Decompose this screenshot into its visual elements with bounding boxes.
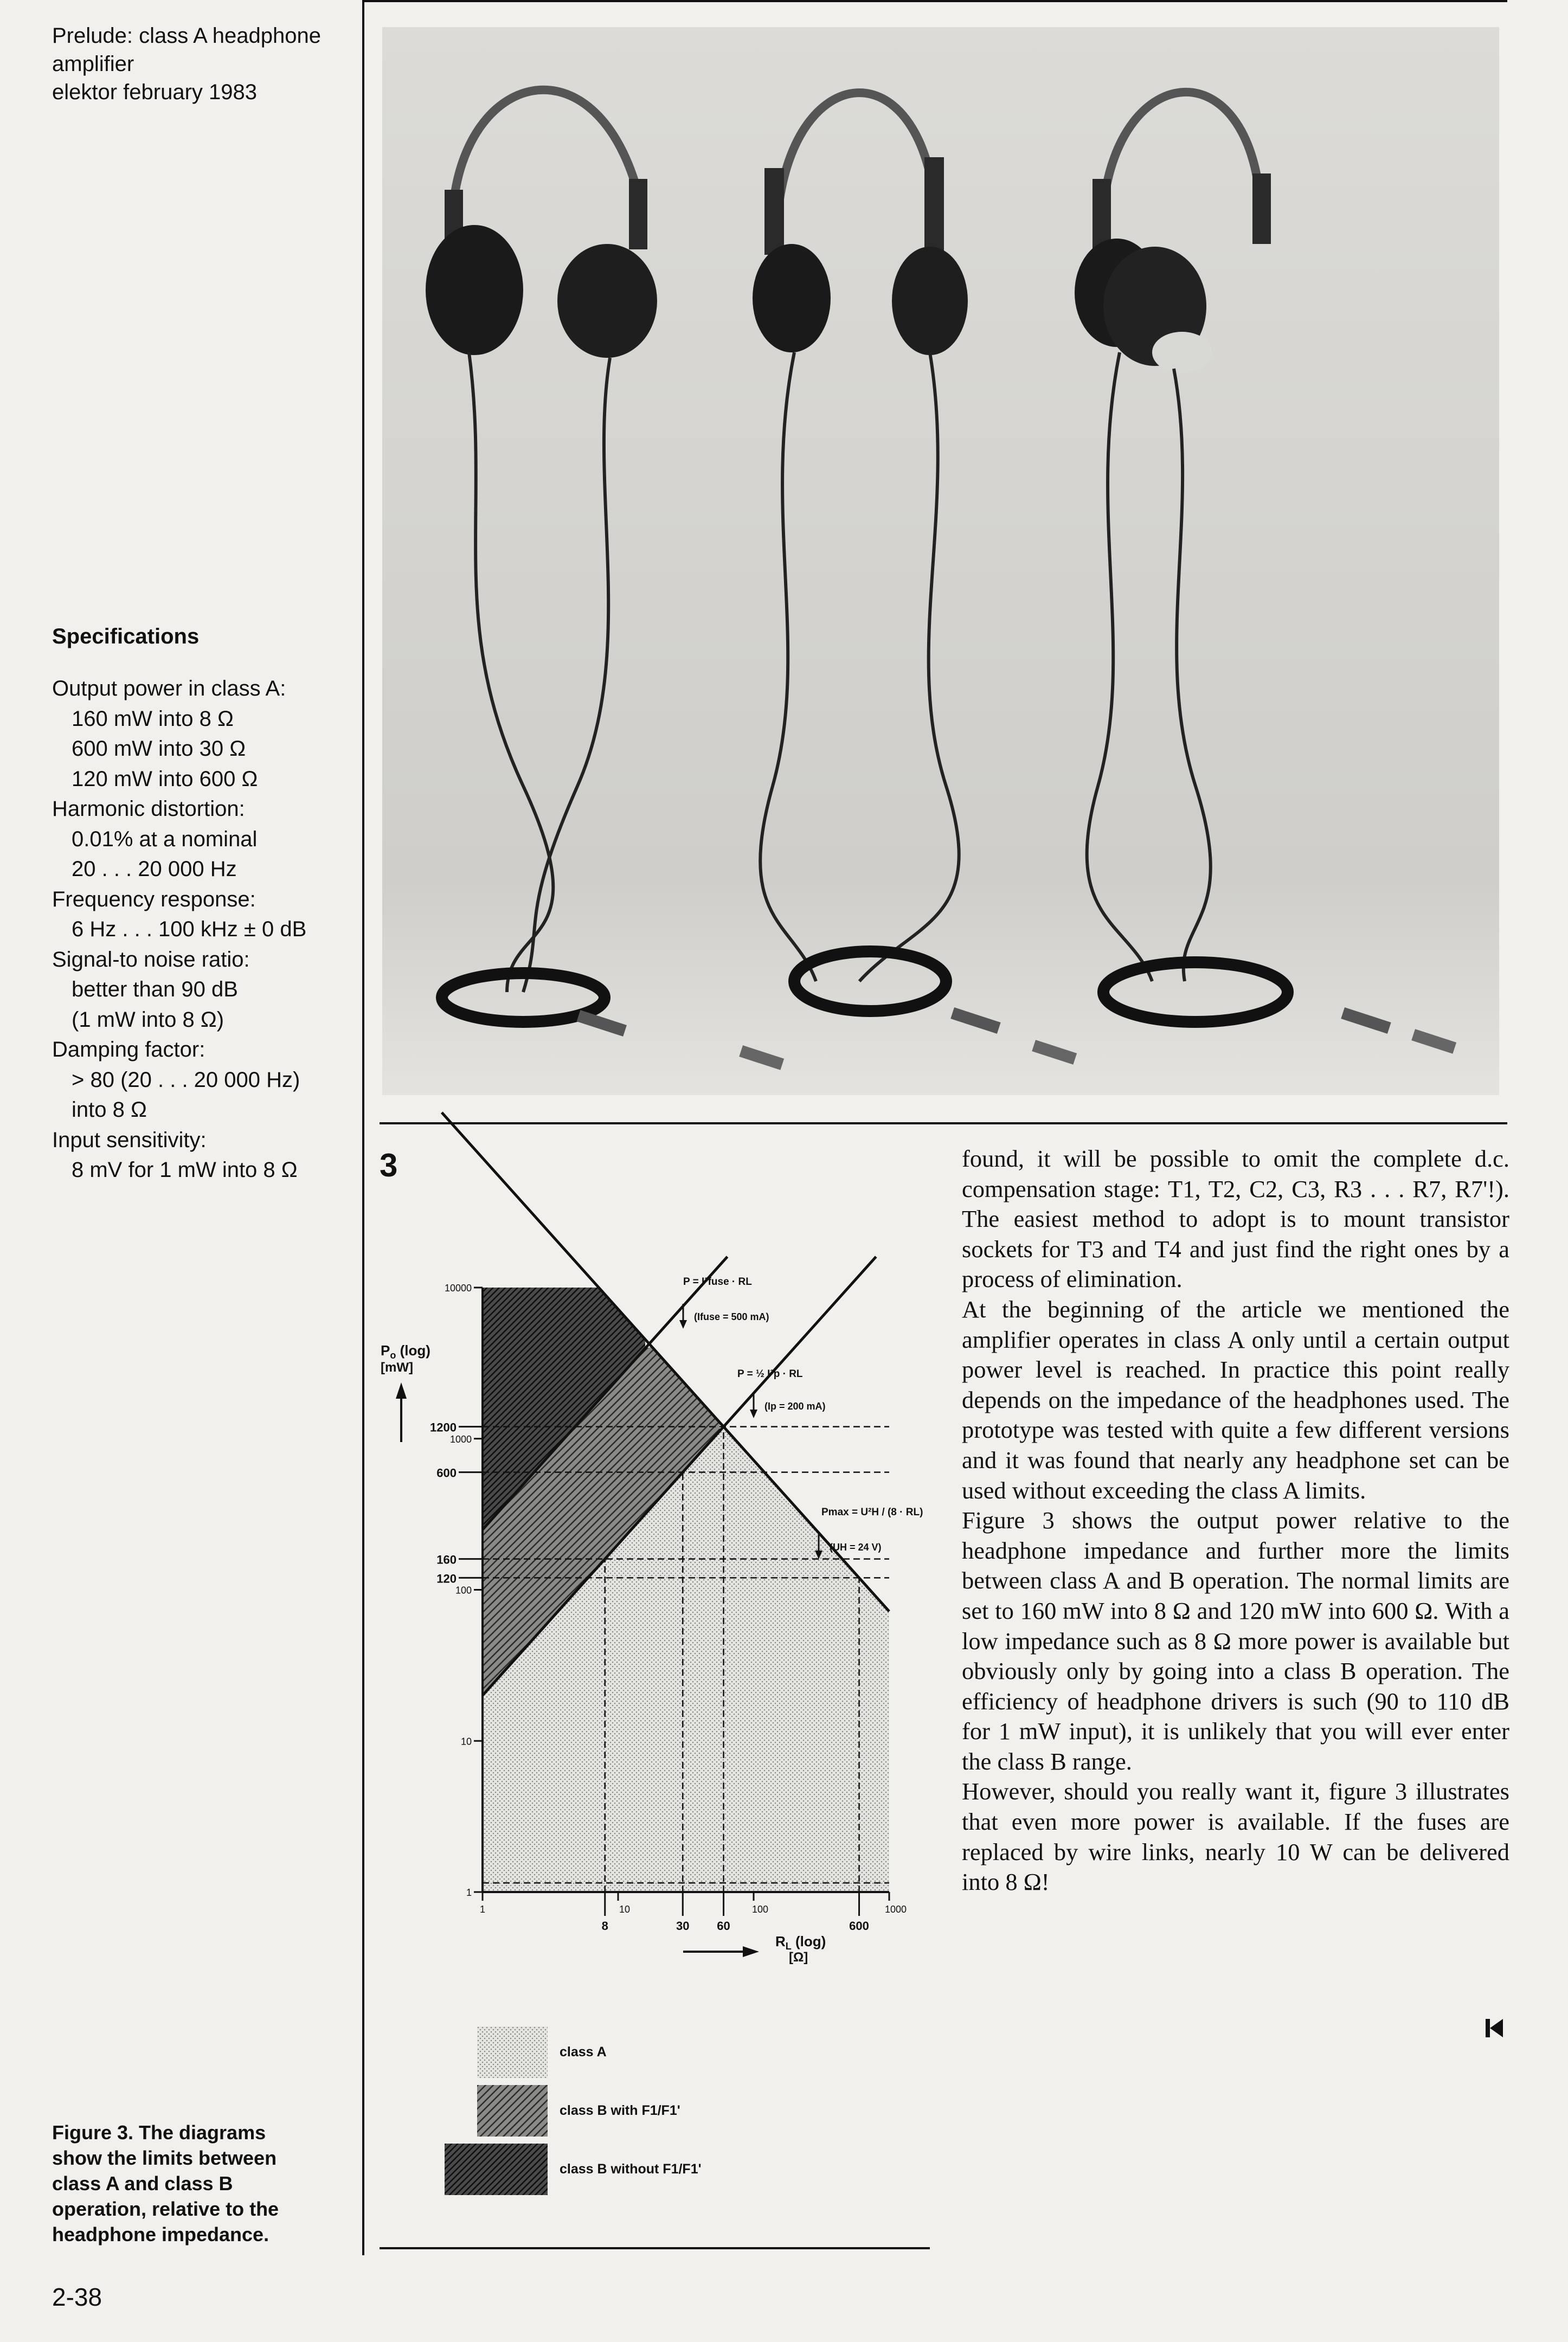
article-header-line: elektor february 1983 bbox=[52, 80, 258, 104]
curve-formula-supply_limit: Pmax = U²H / (8 · RL) bbox=[821, 1507, 923, 1518]
figure-number: 3 bbox=[380, 1147, 398, 1183]
x-axis-arrow-head bbox=[743, 1946, 759, 1957]
end-of-article-icon bbox=[1486, 2018, 1504, 2038]
figure-frame-top bbox=[362, 0, 1507, 2]
spec-heading: Harmonic distortion: bbox=[52, 797, 245, 821]
legend-swatch bbox=[477, 2085, 548, 2137]
x-mark-label: 8 bbox=[601, 1919, 608, 1933]
caption-line: show the limits between bbox=[52, 2147, 277, 2169]
legend-label: class B without F1/F1' bbox=[560, 2161, 702, 2177]
y-mark-label: 120 bbox=[436, 1572, 457, 1586]
spec-heading: Input sensitivity: bbox=[52, 1128, 207, 1152]
headband-slider bbox=[764, 168, 784, 255]
y-axis-arrow-head bbox=[396, 1382, 407, 1399]
x-mark-label: 600 bbox=[849, 1919, 869, 1933]
curve-formula-fuse_limit: P = I²fuse · RL bbox=[683, 1276, 752, 1288]
spec-heading: Frequency response: bbox=[52, 887, 256, 911]
spec-value: into 8 Ω bbox=[72, 1098, 147, 1122]
curve-condition-fuse_limit: (Ifuse = 500 mA) bbox=[694, 1311, 769, 1322]
y-tick-label: 1 bbox=[466, 1887, 472, 1898]
photo-rule bbox=[380, 1122, 1507, 1124]
spec-heading: Signal-to noise ratio: bbox=[52, 947, 250, 971]
annotation-arrow-head bbox=[679, 1320, 687, 1329]
specifications-box bbox=[52, 625, 356, 1186]
legend-item bbox=[477, 2083, 857, 2138]
headband-slider bbox=[1252, 173, 1271, 244]
body-paragraph: Figure 3 shows the output power relative to the headphone impedance and further more the limits between class A and B operation. The normal limits are set to 160 mW into 8 Ω and 120 mW into 600 Ω. With a low impedance such as 8 Ω more power is available but obviously only by going into a class B operation. The efficiency of headphone drivers is such (90 to 110 dB for 1 mW input), it is unlikely that you will ever enter the class B range. bbox=[962, 1507, 1509, 1775]
x-tick-label: 10 bbox=[619, 1904, 631, 1915]
y-mark-label: 1200 bbox=[430, 1420, 457, 1434]
spec-value: > 80 (20 . . . 20 000 Hz) bbox=[72, 1067, 300, 1092]
article-body bbox=[962, 1144, 1509, 1897]
y-mark-label: 600 bbox=[436, 1466, 457, 1480]
spec-value: 6 Hz . . . 100 kHz ± 0 dB bbox=[72, 917, 307, 941]
article-header-line: amplifier bbox=[52, 52, 134, 76]
legend-swatch bbox=[477, 2026, 548, 2078]
curve-condition-supply_limit: (UH = 24 V) bbox=[830, 1542, 882, 1553]
x-tick-label: 100 bbox=[751, 1904, 769, 1915]
earcup bbox=[426, 225, 523, 355]
spec-value: 160 mW into 8 Ω bbox=[72, 706, 234, 731]
earcup-grille bbox=[1152, 332, 1212, 373]
figure-bottom-rule bbox=[380, 2247, 930, 2249]
specifications-title: Specifications bbox=[52, 625, 200, 648]
spec-heading: Damping factor: bbox=[52, 1038, 205, 1061]
curve-formula-peak_current_limit: P = ½ I²p · RL bbox=[737, 1368, 803, 1380]
spec-value: 8 mV for 1 mW into 8 Ω bbox=[72, 1158, 298, 1182]
page-number: 2-38 bbox=[52, 2283, 102, 2311]
legend-label: class B with F1/F1' bbox=[560, 2102, 680, 2118]
legend-swatch bbox=[445, 2144, 548, 2195]
spec-value: better than 90 dB bbox=[72, 977, 238, 1001]
chart-legend bbox=[477, 2025, 857, 2201]
headband-slider bbox=[629, 179, 647, 249]
caption-line: operation, relative to the bbox=[52, 2198, 279, 2220]
caption-line: class A and class B bbox=[52, 2172, 233, 2195]
spec-value: 600 mW into 30 Ω bbox=[72, 737, 246, 761]
figure-caption bbox=[52, 2120, 356, 2247]
earcup bbox=[557, 244, 657, 358]
curve-condition-peak_current_limit: (Ip = 200 mA) bbox=[764, 1401, 826, 1412]
x-mark-label: 30 bbox=[676, 1919, 690, 1933]
x-axis-unit: [Ω] bbox=[789, 1950, 808, 1965]
body-paragraph: found, it will be possible to omit the complete d.c. compensation stage: T1, T2, C2, C3, R3 . . . R7, R7'!). The easiest method to adopt is to mount transistor sockets for T3 and T4 and just find the right ones by a process of elimination. bbox=[962, 1145, 1509, 1293]
legend-item bbox=[477, 2142, 857, 2196]
headband-slider bbox=[924, 157, 944, 255]
y-axis-unit: [mW] bbox=[381, 1360, 413, 1375]
y-mark-label: 160 bbox=[436, 1553, 457, 1567]
body-paragraph: At the beginning of the article we mentioned the amplifier operates in class A only until a certain output power level is reached. In practice this point really depends on the impedance of the headphones used. The prototype was tested with quite a few different versions and it was found that nearly any headphone set can be used without exceeding the class A limits. bbox=[962, 1295, 1509, 1504]
legend-item bbox=[477, 2025, 857, 2079]
body-paragraph: However, should you really want it, figure 3 illustrates that even more power is available. If the fuses are replaced by wire links, nearly 10 W can be delivered into 8 Ω! bbox=[962, 1778, 1509, 1896]
y-axis-title: $P_o$ (log) bbox=[381, 1342, 430, 1361]
x-axis-title: $R_L$ (log) bbox=[775, 1933, 826, 1952]
y-tick-label: 100 bbox=[455, 1585, 472, 1596]
x-tick-label: 1000 bbox=[884, 1904, 907, 1915]
y-tick-label: 10 bbox=[460, 1736, 472, 1747]
earcup bbox=[753, 244, 831, 352]
specifications-list bbox=[52, 674, 356, 1186]
spec-value: 20 . . . 20 000 Hz bbox=[72, 857, 237, 881]
figure-frame-left bbox=[362, 0, 364, 2255]
earcup bbox=[892, 247, 968, 355]
headband-slider bbox=[1093, 179, 1111, 249]
spec-value: 0.01% at a nominal bbox=[72, 827, 258, 851]
x-tick-label: 1 bbox=[479, 1904, 486, 1915]
spec-value: 120 mW into 600 Ω bbox=[72, 767, 258, 791]
x-mark-label: 60 bbox=[717, 1919, 730, 1933]
article-header-line: Prelude: class A headphone bbox=[52, 24, 321, 48]
legend-label: class A bbox=[560, 2044, 607, 2060]
annotation-arrow-head bbox=[750, 1410, 757, 1418]
y-tick-label: 10000 bbox=[444, 1283, 472, 1294]
y-tick-label: 1000 bbox=[449, 1433, 472, 1445]
headphones-photo bbox=[382, 27, 1499, 1095]
caption-line: Figure 3. The diagrams bbox=[52, 2121, 266, 2144]
legend-list bbox=[477, 2025, 857, 2196]
caption-line: headphone impedance. bbox=[52, 2223, 269, 2246]
spec-value: (1 mW into 8 Ω) bbox=[72, 1007, 224, 1032]
article-header bbox=[52, 22, 356, 106]
power-impedance-chart bbox=[380, 1247, 965, 1965]
spec-heading: Output power in class A: bbox=[52, 677, 286, 700]
